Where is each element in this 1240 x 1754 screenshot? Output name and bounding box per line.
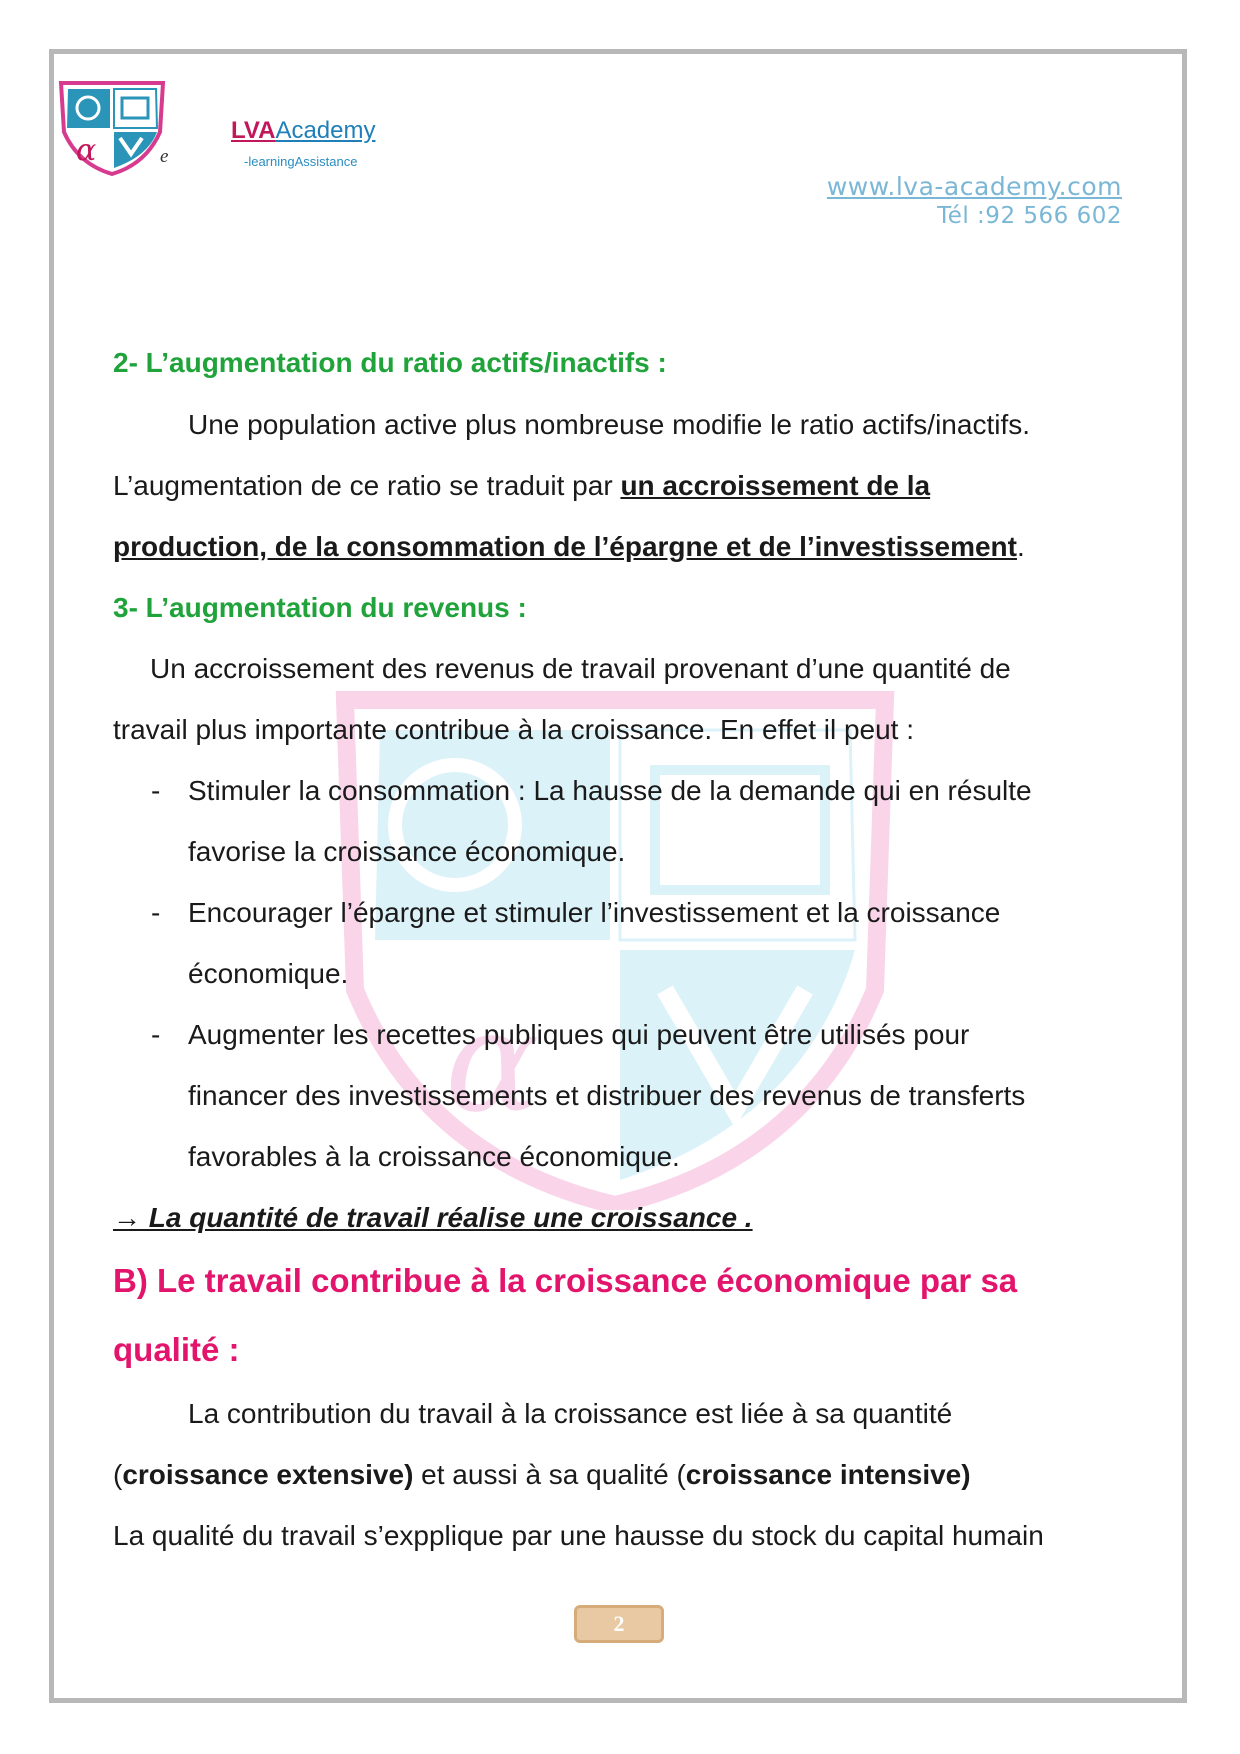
brand-tagline: -learningAssistance — [244, 154, 358, 169]
paragraph-line — [113, 1458, 971, 1492]
paragraph-line — [113, 469, 930, 503]
brand-academy: Academy — [275, 117, 376, 144]
svg-text:α: α — [445, 981, 540, 1144]
section-heading-b: qualité : — [113, 1331, 240, 1368]
svg-text:α: α — [76, 133, 97, 168]
section-heading-2: 2- L’augmentation du ratio actifs/inactifs : — [113, 347, 667, 378]
text-run: . — [1016, 531, 1025, 562]
brand-lva: LVA — [231, 117, 276, 144]
emphasis-text: un accroissement de la — [620, 470, 931, 501]
paragraph-line — [113, 530, 1025, 564]
emphasis-text: production, de la consommation de l’épargne et de l’investissement — [113, 531, 1017, 562]
bold-term: croissance extensive) — [122, 1459, 414, 1490]
bullet-line: Encourager l’épargne et stimuler l’investissement et la croissance — [188, 897, 1001, 928]
bullet-dash: - — [151, 897, 161, 928]
page-number: 2 — [574, 1605, 664, 1643]
paragraph-line: Un accroissement des revenus de travail provenant d’une quantité de — [150, 653, 1011, 684]
watermark-shield-icon — [335, 690, 895, 1210]
paragraph-line: La qualité du travail s’expplique par une hausse du stock du capital humain — [113, 1520, 1044, 1551]
text-run: et aussi à sa qualité ( — [413, 1459, 686, 1490]
bullet-line: financer des investissements et distribuer des revenus de transferts — [188, 1080, 1026, 1111]
brand-name[interactable] — [231, 118, 375, 144]
phone-number: Tél :92 566 602 — [937, 203, 1122, 229]
paragraph-line: La contribution du travail à la croissance est liée à sa quantité — [188, 1398, 953, 1429]
paragraph-line: Une population active plus nombreuse modifie le ratio actifs/inactifs. — [188, 409, 1030, 440]
text-run: L’augmentation de ce ratio se traduit par — [113, 470, 621, 501]
bullet-line: favorables à la croissance économique. — [188, 1141, 680, 1172]
text-run: ( — [113, 1459, 123, 1490]
bullet-dash: - — [151, 775, 161, 806]
section-heading-3: 3- L’augmentation du revenus : — [113, 592, 527, 623]
bullet-line: favorise la croissance économique. — [188, 836, 626, 867]
bullet-line: Stimuler la consommation : La hausse de la demande qui en résulte — [188, 775, 1032, 806]
bullet-line: économique. — [188, 958, 349, 989]
bold-term: croissance intensive) — [685, 1459, 971, 1490]
conclusion-line: → La quantité de travail réalise une croissance . — [113, 1202, 753, 1233]
logo-e-mark: e — [160, 146, 169, 167]
section-heading-b: B) Le travail contribue à la croissance économique par sa — [113, 1262, 1018, 1299]
bullet-dash: - — [151, 1019, 161, 1050]
shield-logo-icon — [58, 80, 169, 176]
bullet-line: Augmenter les recettes publiques qui peuvent être utilisés pour — [188, 1019, 970, 1050]
paragraph-line: travail plus importante contribue à la croissance. En effet il peut : — [113, 714, 915, 745]
website-link[interactable]: www.lva-academy.com — [826, 172, 1122, 201]
